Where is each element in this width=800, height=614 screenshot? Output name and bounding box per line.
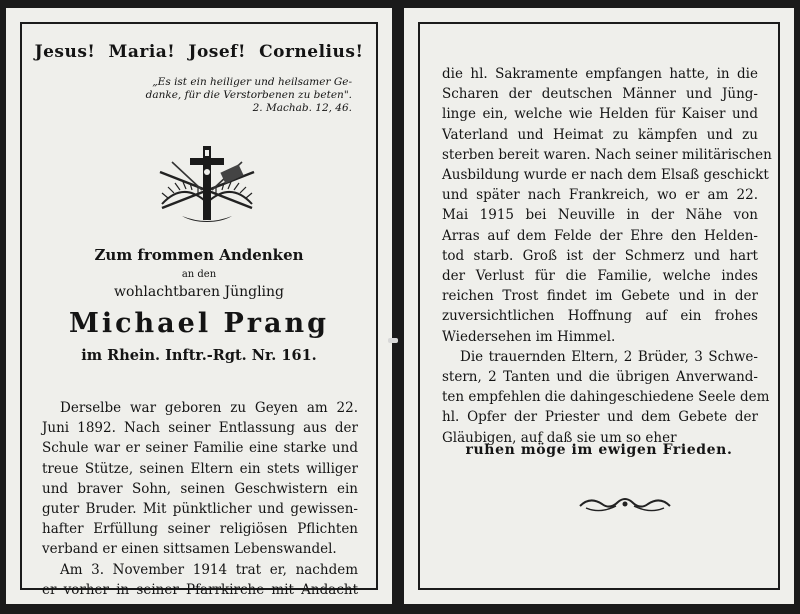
flourish-ornament-icon: [576, 492, 674, 516]
text-line: Gläubigen, auf daß sie um so eher: [442, 429, 677, 446]
scripture-quote: [62, 76, 352, 115]
text-line: Juni 1892. Nach seiner Entlassung aus der: [42, 420, 358, 437]
text-line: Schule war er seiner Familie eine starke und: [42, 440, 358, 457]
right-card: [404, 8, 794, 604]
text-line: Arras auf dem Felde der Ehre den Helden-: [442, 227, 758, 244]
title-block: [22, 246, 376, 364]
right-biography-text: [442, 64, 772, 448]
text-line: treue Stütze, seinen Eltern ein stets williger: [42, 460, 358, 477]
header-name-jesus: Jesus!: [34, 42, 96, 62]
text-line: hl. Opfer der Priester und dem Gebete der: [442, 409, 758, 426]
text-line: der Verlust für die Familie, welche indes: [442, 268, 758, 285]
text-line: zuversichtlichen Hoffnung auf ein frohes: [442, 308, 758, 325]
left-biography-text: [42, 398, 358, 600]
left-card: [6, 8, 392, 604]
text-line: Am 3. November 1914 trat er, nachdem: [60, 561, 358, 578]
header-names: [22, 42, 376, 62]
text-line: Ausbildung wurde er nach dem Elsaß geschickt: [442, 167, 769, 184]
quote-line: „Es ist ein heiliger und heilsamer Ge-: [152, 76, 352, 88]
regiment-line: im Rhein. Inftr.-Rgt. Nr. 161.: [81, 347, 317, 364]
title-line-2: an den: [181, 269, 217, 280]
right-card-frame: [418, 22, 780, 590]
quote-line: danke, für die Verstorbenen zu beten".: [145, 89, 352, 101]
text-line: Derselbe war geboren zu Geyen am 22.: [60, 400, 358, 416]
deceased-name: Michael Prang: [68, 308, 330, 339]
text-line: verband er einen sittsamen Lebenswandel.: [42, 541, 337, 558]
title-line-3: wohlachtbaren Jüngling: [113, 284, 285, 300]
text-line: reichen Trost findet im Gebete und in der: [442, 288, 758, 305]
left-card-frame: [20, 22, 378, 598]
text-line: er vorher in seiner Pfarrkirche mit Andacht: [42, 581, 358, 598]
text-line: guter Bruder. Mit pünktlicher und gewissen-: [42, 501, 358, 518]
text-line: sterben bereit waren. Nach seiner militärischen: [442, 146, 772, 163]
text-line: hafter Erfüllung seiner religiösen Pflichten: [42, 521, 358, 538]
closing-line: ruhen möge im ewigen Frieden.: [465, 442, 733, 458]
text-line: Vaterland und Heimat zu kämpfen und zu: [442, 126, 758, 143]
cross-with-weapons-and-palms-icon: [152, 142, 262, 224]
text-line: Mai 1915 bei Neuville in der Nähe von: [442, 207, 758, 224]
text-line: linge ein, welche wie Helden für Kaiser und: [442, 106, 758, 123]
header-name-josef: Josef!: [188, 42, 246, 62]
text-line: und später nach Frankreich, wo er am 22.: [442, 187, 758, 204]
header-name-maria: Maria!: [108, 42, 176, 62]
quote-reference: 2. Machab. 12, 46.: [252, 102, 352, 114]
text-line: Scharen der deutschen Männer und Jüng-: [442, 86, 758, 103]
text-line: ten empfehlen die dahingeschiedene Seele dem: [442, 389, 770, 406]
text-line: stern, 2 Tanten und die übrigen Anverwand-: [442, 369, 758, 386]
fold-mark: [388, 338, 398, 343]
text-line: Wiedersehen im Himmel.: [442, 328, 616, 345]
text-line: die hl. Sakramente empfangen hatte, in die: [442, 66, 758, 82]
text-line: Die trauernden Eltern, 2 Brüder, 3 Schwe-: [460, 348, 758, 365]
text-line: und braver Sohn, seinen Geschwistern ein: [42, 480, 358, 497]
title-line-1: Zum frommen Andenken: [94, 246, 304, 264]
header-name-cornelius: Cornelius!: [259, 42, 364, 62]
text-line: tod starb. Groß ist der Schmerz und hart: [442, 247, 758, 264]
